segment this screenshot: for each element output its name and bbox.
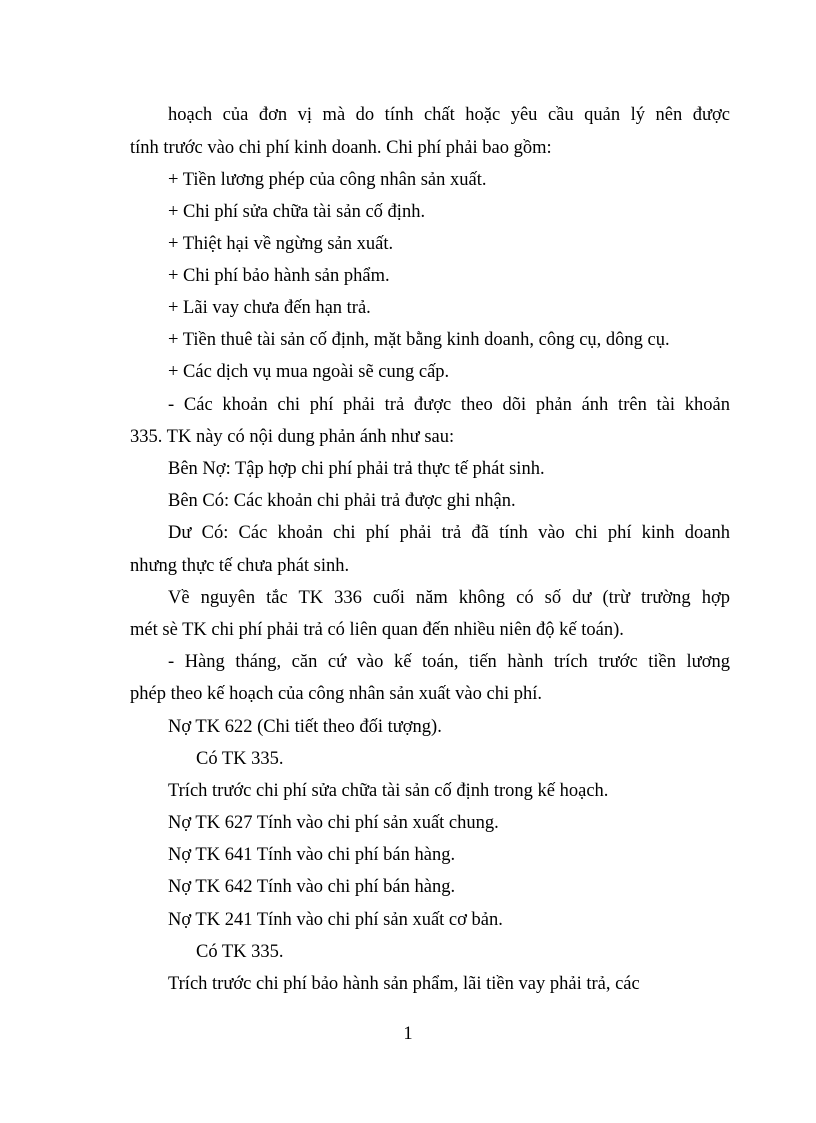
text-line: Nợ TK 641 Tính vào chi phí bán hàng. (168, 845, 456, 865)
text-line: + Lãi vay chưa đến hạn trả. (168, 298, 371, 318)
text-line: + Tiền thuê tài sản cố định, mặt bằng kinh doanh, công cụ, dông cụ. (168, 330, 670, 350)
text-line: Nợ TK 627 Tính vào chi phí sản xuất chung. (168, 813, 499, 833)
text-line: 335. TK này có nội dung phản ánh như sau: (130, 427, 455, 447)
text-line: Nợ TK 622 (Chi tiết theo đối tượng). (168, 717, 442, 737)
text-line: - Hàng tháng, căn cứ vào kế toán, tiến hành trích trước tiền lương (168, 652, 730, 672)
text-line: mét sè TK chi phí phải trả có liên quan đến nhiều niên độ kế toán). (130, 620, 624, 640)
text-line: + Chi phí bảo hành sản phẩm. (168, 266, 390, 286)
text-line: Bên Nợ: Tập hợp chi phí phải trả thực tế phát sinh. (168, 459, 545, 479)
text-line: Trích trước chi phí bảo hành sản phẩm, lãi tiền vay phải trả, các (168, 974, 640, 994)
text-line: Dư Có: Các khoản chi phí phải trả đã tính vào chi phí kinh doanh (168, 523, 730, 543)
text-line: nhưng thực tế chưa phát sinh. (130, 556, 350, 576)
text-line: Trích trước chi phí sửa chữa tài sản cố định trong kế hoạch. (168, 781, 609, 801)
text-line: phép theo kế hoạch của công nhân sản xuất vào chi phí. (130, 684, 543, 704)
text-line: + Các dịch vụ mua ngoài sẽ cung cấp. (168, 362, 450, 382)
page-number: 1 (403, 1024, 413, 1044)
text-line: Nợ TK 642 Tính vào chi phí bán hàng. (168, 877, 456, 897)
text-line: Về nguyên tắc TK 336 cuối năm không có số dư (trừ trường hợp (168, 588, 730, 608)
text-line: + Tiền lương phép của công nhân sản xuất. (168, 170, 487, 190)
text-line: - Các khoản chi phí phải trả được theo dõi phản ánh trên tài khoản (168, 395, 730, 415)
text-line: Nợ TK 241 Tính vào chi phí sản xuất cơ bản. (168, 910, 503, 930)
text-line: Có TK 335. (196, 749, 284, 769)
text-line: Bên Có: Các khoản chi phải trả được ghi nhận. (168, 491, 516, 511)
text-line: Có TK 335. (196, 942, 284, 962)
text-line: hoạch của đơn vị mà do tính chất hoặc yêu cầu quản lý nên được (168, 105, 730, 125)
text-line: + Chi phí sửa chữa tài sản cố định. (168, 202, 426, 222)
text-line: + Thiệt hại về ngừng sản xuất. (168, 234, 394, 254)
text-line: tính trước vào chi phí kinh doanh. Chi phí phải bao gồm: (130, 138, 552, 158)
